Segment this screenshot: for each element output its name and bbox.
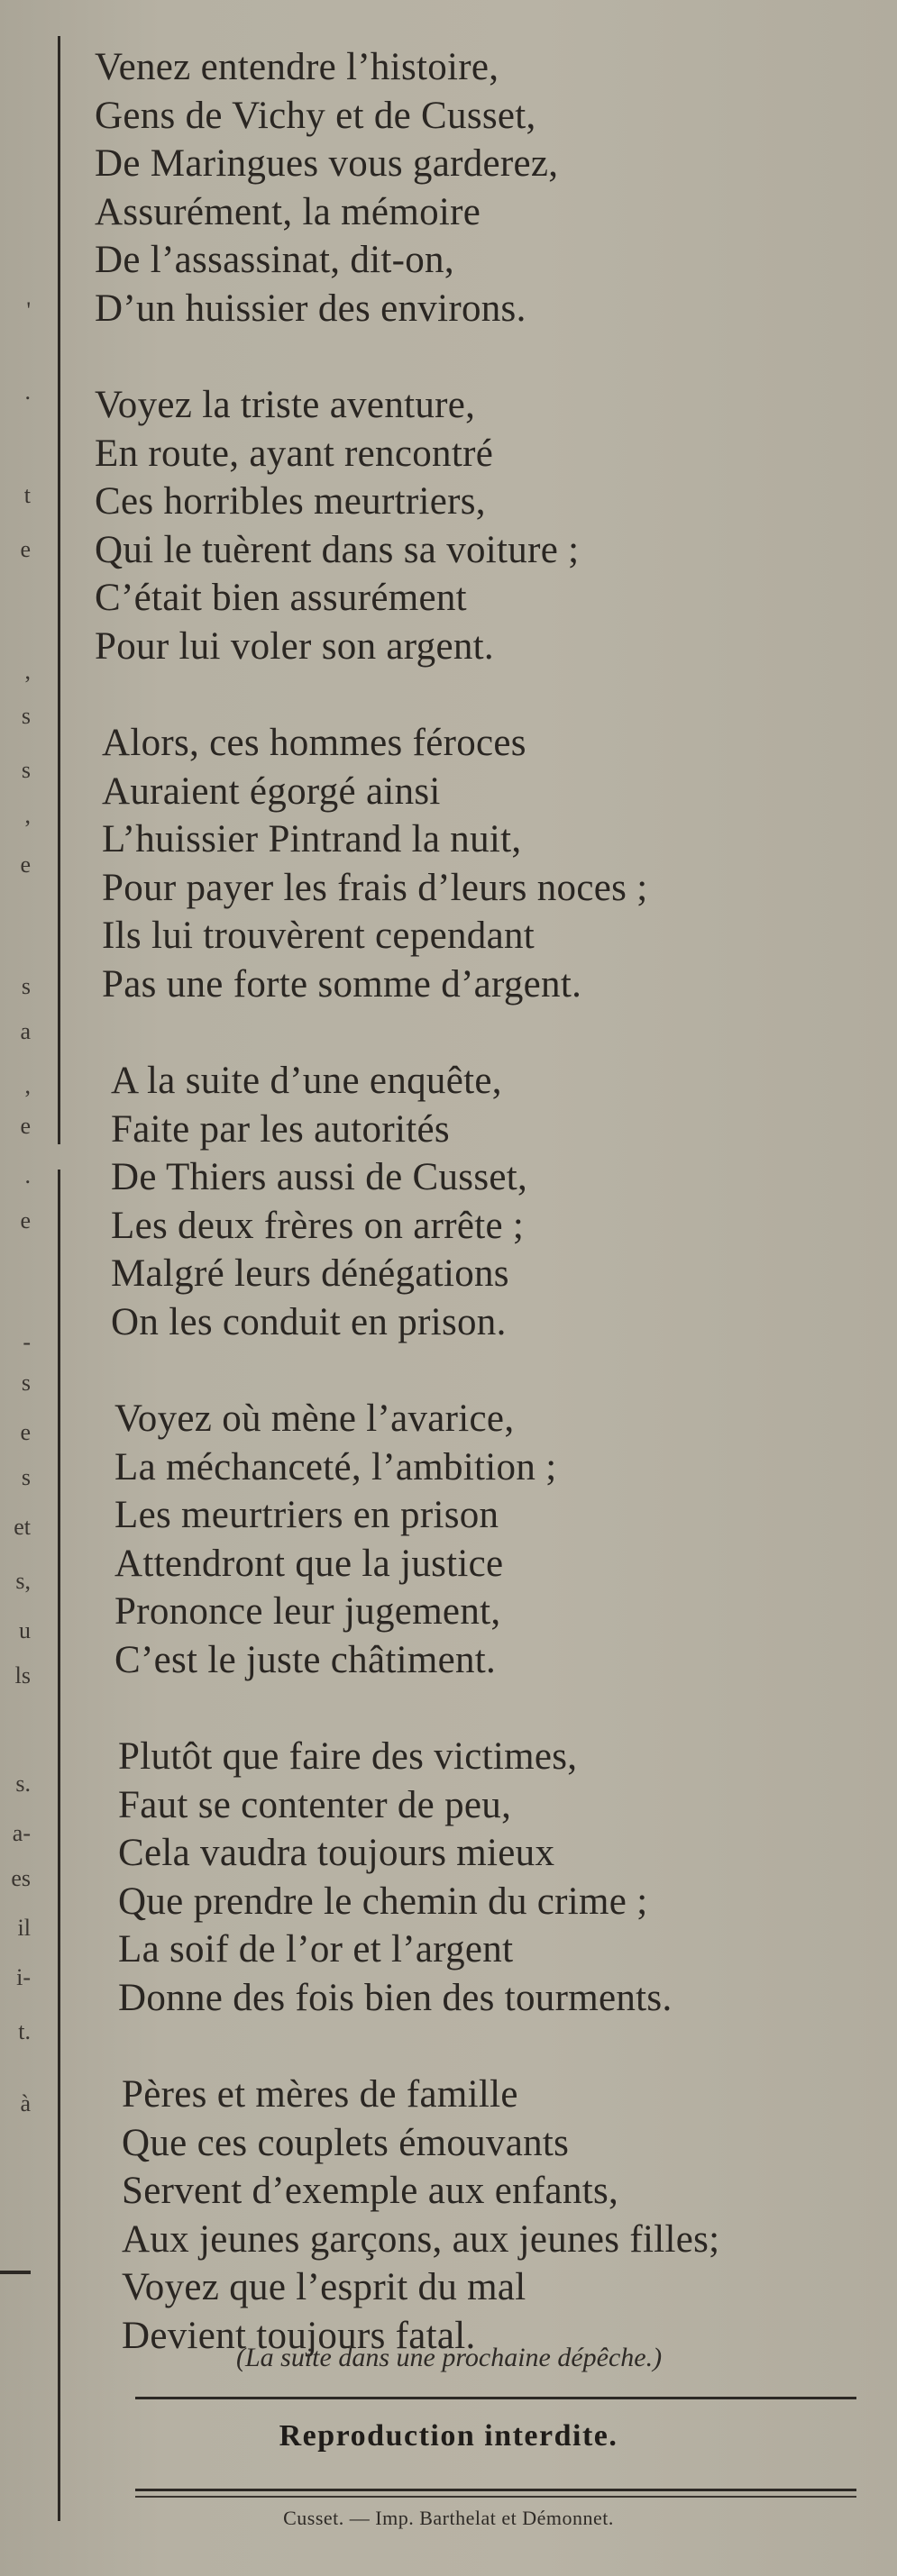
verse-line: Prononce leur jugement, <box>114 1590 501 1633</box>
left-column-text-fragment: ls <box>14 1662 31 1689</box>
left-column-text-fragment: ' <box>26 297 31 323</box>
verse-line: Devient toujours fatal. <box>122 2314 476 2357</box>
stanza <box>114 1395 879 1684</box>
left-column-text-fragment: s. <box>15 1770 31 1797</box>
verse-line: Venez entendre l’histoire, <box>95 46 499 88</box>
horizontal-rule <box>135 2397 856 2399</box>
left-column-text-fragment: s <box>21 1464 31 1490</box>
verse-line: De Thiers aussi de Cusset, <box>111 1156 528 1198</box>
left-column-text-fragment: , <box>24 658 31 684</box>
verse-line: En route, ayant rencontré <box>95 432 494 475</box>
verse-line: Servent d’exemple aux enfants, <box>122 2170 619 2212</box>
left-column-fragment <box>0 0 36 2576</box>
left-column-text-fragment: e <box>20 536 31 562</box>
verse-line: Ces horribles meurtriers, <box>95 480 486 523</box>
verse-line: Pour lui voler son argent. <box>95 624 494 668</box>
verse-line: Qui le tuèrent dans sa voiture ; <box>95 528 580 571</box>
verse-line: Que prendre le chemin du crime ; <box>118 1880 648 1923</box>
left-column-text-fragment: i- <box>16 1964 31 1990</box>
left-column-text-fragment: et <box>14 1514 31 1540</box>
verse-line: Assurément, la mémoire <box>95 190 481 233</box>
verse-line: Gens de Vichy et de Cusset, <box>95 94 536 137</box>
verse-line: De Maringues vous garderez, <box>95 142 559 185</box>
verse-line: Pères et mères de famille <box>122 2073 518 2116</box>
verse-line: A la suite d’une enquête, <box>111 1060 502 1102</box>
verse-line: C’est le juste châtiment. <box>114 1638 497 1681</box>
verse-line: Pas une forte somme d’argent. <box>102 962 582 1006</box>
horizontal-rule <box>135 2489 856 2491</box>
column-rule-lower <box>58 1170 60 2521</box>
left-column-text-fragment: . <box>24 1162 31 1188</box>
verse-line: Cela vaudra toujours mieux <box>118 1832 555 1874</box>
verse-line: Pour payer les frais d’leurs noces ; <box>102 866 648 909</box>
verse-line: Auraient égorgé ainsi <box>102 769 441 813</box>
left-column-dash <box>0 2271 31 2274</box>
left-column-text-fragment: , <box>24 1072 31 1098</box>
verse-line: Malgré leurs dénégations <box>111 1252 509 1295</box>
stanza <box>118 1733 879 2022</box>
left-column-text-fragment: a <box>20 1018 31 1044</box>
column-rule-upper <box>58 36 60 1144</box>
verse-line: La méchanceté, l’ambition ; <box>114 1445 557 1488</box>
left-column-text-fragment: il <box>17 1915 31 1941</box>
left-column-text-fragment: s <box>21 1370 31 1396</box>
left-column-text-fragment: a- <box>12 1820 31 1846</box>
left-column-text-fragment: es <box>11 1865 31 1891</box>
verse-line: Voyez où mène l’avarice, <box>114 1397 515 1440</box>
left-column-text-fragment: e <box>20 1419 31 1445</box>
horizontal-rule <box>135 2496 856 2498</box>
left-column-text-fragment: . <box>24 378 31 405</box>
verse-line: Aux jeunes garçons, aux jeunes filles; <box>122 2217 720 2261</box>
verse-line: Donne des fois bien des tourments. <box>118 1976 673 2019</box>
left-column-text-fragment: e <box>20 851 31 878</box>
verse-line: Plutôt que faire des victimes, <box>118 1735 578 1778</box>
verse-line: L’huissier Pintrand la nuit, <box>102 818 522 860</box>
left-column-text-fragment: s, <box>15 1568 31 1594</box>
stanza <box>95 43 879 332</box>
verse-line: De l’assassinat, dit-on, <box>95 239 454 281</box>
left-column-text-fragment: t. <box>18 2018 31 2044</box>
left-column-text-fragment: u <box>19 1617 31 1643</box>
verse-line: Faut se contenter de peu, <box>118 1783 512 1826</box>
stanza <box>122 2071 879 2360</box>
verse-line: Ils lui trouvèrent cependant <box>102 915 535 957</box>
verse-line: Faite par les autorités <box>111 1107 450 1151</box>
stanza <box>111 1057 879 1346</box>
verse-line: Voyez la triste aventure, <box>95 384 476 426</box>
left-column-text-fragment: e <box>20 1207 31 1233</box>
verse-line: La soif de l’or et l’argent <box>118 1928 514 1971</box>
poem <box>95 43 879 2408</box>
left-column-text-fragment: - <box>23 1329 31 1355</box>
left-column-text-fragment: à <box>20 2090 31 2116</box>
verse-line: Voyez que l’esprit du mal <box>122 2266 526 2308</box>
verse-line: Les deux frères on arrête ; <box>111 1204 525 1247</box>
verse-line: On les conduit en prison. <box>111 1300 507 1343</box>
verse-line: Que ces couplets émouvants <box>122 2121 570 2164</box>
printer-imprint: Cusset. — Imp. Barthelat et Démonnet. <box>283 2507 614 2529</box>
verse-line: Attendront que la justice <box>114 1542 504 1585</box>
stanza <box>102 719 879 1008</box>
left-column-text-fragment: s <box>21 973 31 999</box>
left-column-text-fragment: , <box>24 802 31 828</box>
stanza <box>95 381 879 670</box>
left-column-text-fragment: s <box>21 757 31 783</box>
left-column-text-fragment: t <box>23 482 31 508</box>
verse-line: Les meurtriers en prison <box>114 1494 499 1536</box>
verse-line: D’un huissier des environs. <box>95 287 526 330</box>
reproduction-notice: Reproduction interdite. <box>279 2419 618 2453</box>
verse-line: C’était bien assurément <box>95 577 467 619</box>
verse-line: Alors, ces hommes féroces <box>102 722 526 764</box>
continuation-note: (La suite dans une prochaine dépêche.) <box>236 2343 663 2372</box>
left-column-text-fragment: s <box>21 703 31 729</box>
left-column-text-fragment: e <box>20 1113 31 1139</box>
